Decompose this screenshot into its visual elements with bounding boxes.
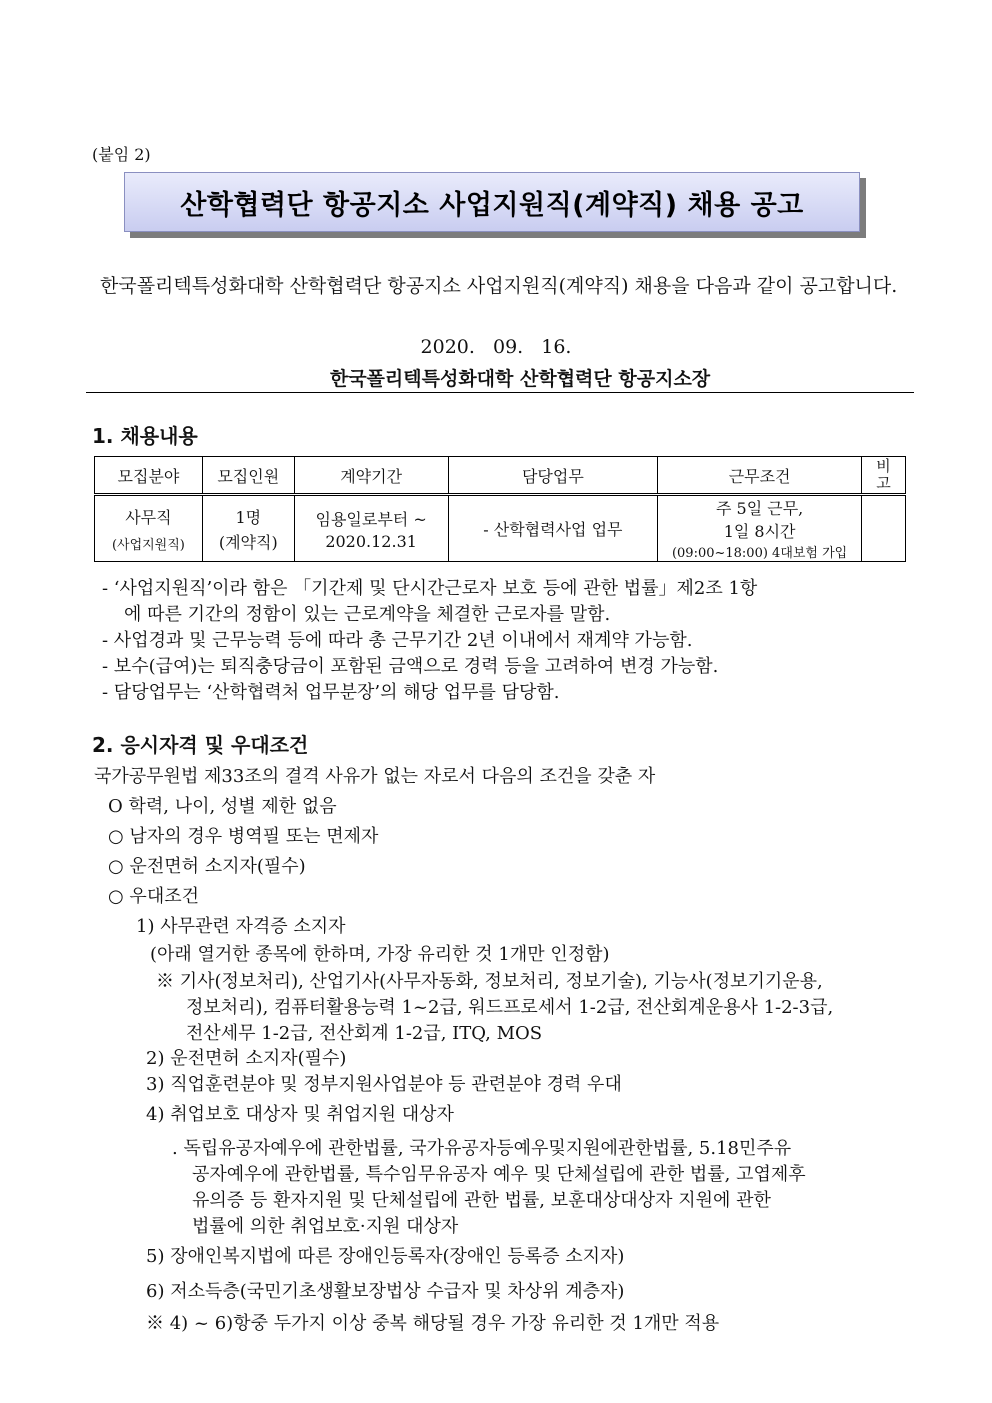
pref3: 3) 직업훈련분야 및 정부지원사업분야 등 관련분야 경력 우대: [146, 1074, 622, 1095]
header-conditions: 근무조건: [658, 457, 862, 495]
pref1-title: 1) 사무관련 자격증 소지자: [136, 916, 346, 937]
cell-count: [202, 495, 294, 562]
pref4-desc-line2: 공자예우에 관한법률, 특수임무유공자 예우 및 단체설립에 관한 법률, 고엽제후: [192, 1164, 806, 1185]
page-title: 산학협력단 항공지소 사업지원직(계약직) 채용 공고: [180, 189, 804, 221]
cond-line3: (09:00~18:00) 4대보험 가입: [671, 546, 848, 561]
field-line1: 사무직: [125, 507, 172, 527]
pref1-note: (아래 열거한 종목에 한하며, 가장 유리한 것 1개만 인정함): [150, 944, 610, 965]
announcement-date: 2020. 09. 16.: [420, 336, 572, 358]
table-header-row: [95, 457, 906, 495]
header-duty: 담당업무: [448, 457, 658, 495]
note-3: - 보수(급여)는 퇴직충당금이 포함된 금액으로 경력 등을 고려하여 변경 가능함.: [102, 656, 719, 677]
cell-remark: [862, 495, 906, 562]
section1-heading: 1. 채용내용: [92, 424, 198, 448]
pref2: 2) 운전면허 소지자(필수): [146, 1048, 347, 1069]
pref4-desc-line3: 유의증 등 환자지원 및 단체설립에 관한 법률, 보훈대상대상자 지원에 관한: [192, 1190, 771, 1211]
note-1-cont: 에 따른 기간의 정함이 있는 근로계약을 체결한 근로자를 말함.: [124, 604, 611, 625]
period-line2: 2020.12.31: [325, 531, 417, 551]
header-period: 계약기간: [294, 457, 448, 495]
pref4-desc-line1: . 독립유공자예우에 관한법률, 국가유공자등예우및지원에관한법률, 5.18민주유: [172, 1138, 792, 1159]
cond-line1: 주 5일 근무,: [715, 499, 804, 518]
pref4-desc-line4: 법률에 의한 취업보호·지원 대상자: [192, 1216, 459, 1237]
pref4-title: 4) 취업보호 대상자 및 취업지원 대상자: [146, 1104, 454, 1125]
pref1-list-line2: 정보처리), 컴퓨터활용능력 1~2급, 워드프로세서 1-2급, 전산회계운용사 1-2-3급,: [186, 997, 834, 1018]
cell-conditions: [658, 495, 862, 562]
qualification-item: ○ 우대조건: [108, 886, 199, 907]
note-4: - 담당업무는 ‘산학협력처 업무분장’의 해당 업무를 담당함.: [102, 682, 560, 703]
count-line2: (계약직): [218, 532, 278, 552]
section2-lead: 국가공무원법 제33조의 결격 사유가 없는 자로서 다음의 조건을 갖춘 자: [94, 766, 656, 787]
note-1: - ‘사업지원직’이라 함은 「기간제 및 단시간근로자 보호 등에 관한 법률」제2조 1항: [102, 578, 758, 599]
qualification-item: O 학력, 나이, 성별 제한 없음: [108, 796, 337, 817]
cell-period: [294, 495, 448, 562]
pref1-list-line3: 전산세무 1-2급, 전산회계 1-2급, ITQ, MOS: [186, 1023, 543, 1044]
pref-note: ※ 4) ~ 6)항중 두가지 이상 중복 해당될 경우 가장 유리한 것 1개만 적용: [146, 1313, 720, 1334]
pref5: 5) 장애인복지법에 따른 장애인등록자(장애인 등록증 소지자): [146, 1246, 625, 1267]
cell-duty: - 산학협력사업 업무: [448, 495, 658, 562]
intro-paragraph: 한국폴리텍특성화대학 산학협력단 항공지소 사업지원직(계약직) 채용을 다음과 같이 공고합니다.: [100, 275, 898, 297]
pref1-list-line1: ※ 기사(정보처리), 산업기사(사무자동화, 정보처리, 정보기술), 기능사(정보기기운용,: [156, 971, 823, 992]
qualification-item: ○ 남자의 경우 병역필 또는 면제자: [108, 826, 379, 847]
table-row: [95, 495, 906, 562]
recruitment-table: [94, 456, 906, 562]
title-banner: [124, 172, 860, 232]
pref6: 6) 저소득층(국민기초생활보장법상 수급자 및 차상위 계층자): [146, 1281, 625, 1302]
cell-field: [95, 495, 203, 562]
header-count: 모집인원: [202, 457, 294, 495]
attachment-label: (붙임 2): [92, 145, 151, 164]
section2-heading: 2. 응시자격 및 우대조건: [92, 733, 309, 757]
cond-line2: 1일 8시간: [723, 522, 796, 541]
header-remark: [862, 457, 906, 495]
qualification-item: ○ 운전면허 소지자(필수): [108, 856, 306, 877]
issuer-name: 한국폴리텍특성화대학 산학협력단 항공지소장: [329, 368, 711, 390]
count-line1: 1명: [235, 507, 262, 527]
period-line1: 임용일로부터 ~: [315, 509, 427, 529]
field-line2: (사업지원직): [111, 537, 185, 553]
header-remark-text: 비고: [876, 457, 891, 492]
header-field: 모집분야: [95, 457, 203, 495]
note-2: - 사업경과 및 근무능력 등에 따라 총 근무기간 2년 이내에서 재계약 가능함.: [102, 630, 693, 651]
divider-line: [86, 392, 914, 393]
